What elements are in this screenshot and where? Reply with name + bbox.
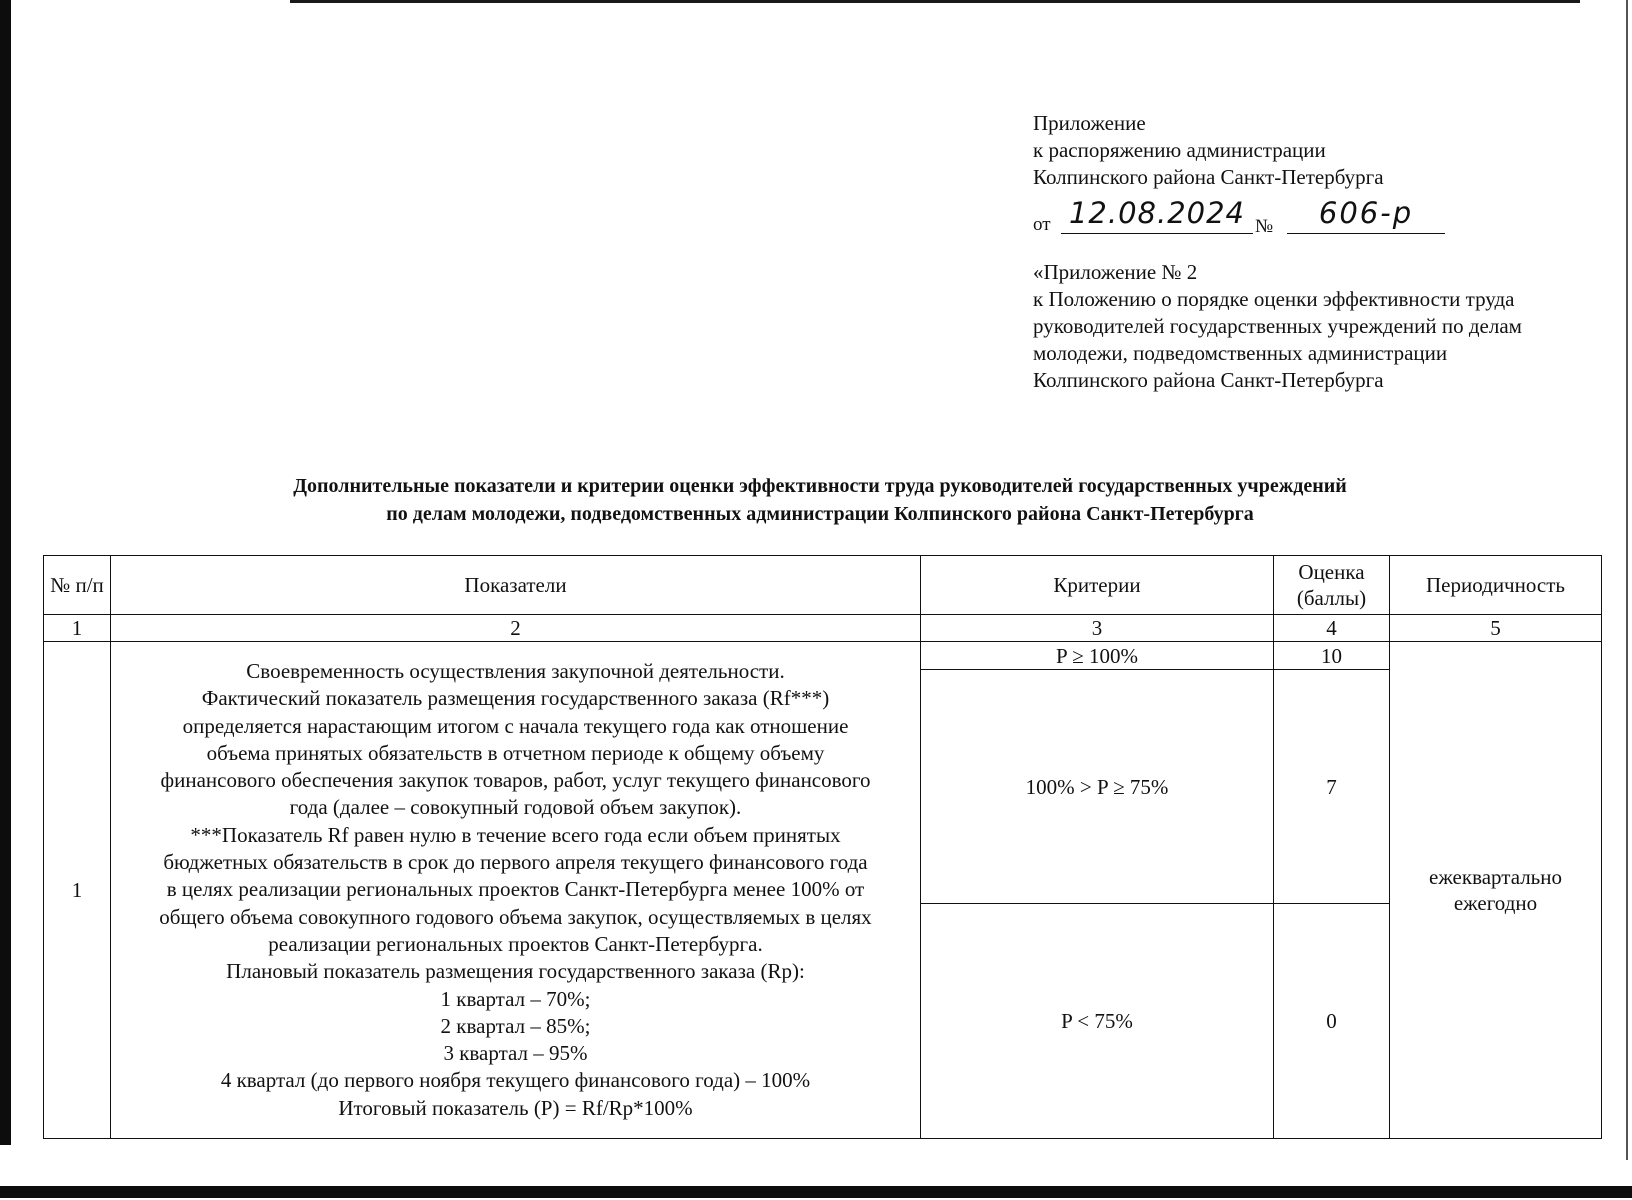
criterion: P ≥ 100% [921, 642, 1274, 670]
order-date-number [1033, 193, 1593, 241]
scan-edge-left [0, 0, 11, 1145]
column-number-row [44, 615, 1602, 642]
indicator-line: Фактический показатель размещения государственного заказа (Rf***) [201, 686, 830, 711]
indicator-line: Своевременность осуществления закупочной деятельности. [246, 658, 785, 683]
indicator-line: года (далее – совокупный годовой объем закупок). [289, 795, 742, 820]
column-number: 2 [111, 615, 921, 642]
appendix2-line: молодежи, подведомственных администрации [1033, 341, 1448, 365]
column-number: 3 [921, 615, 1274, 642]
indicator-line: бюджетных обязательств в срок до первого апреля текущего финансового года [163, 850, 868, 875]
appendix-line: Приложение [1033, 111, 1146, 135]
appendix-line: к распоряжению администрации [1033, 138, 1326, 162]
indicator-line: ***Показатель Rf равен нулю в течение всего года если объем принятых [190, 822, 841, 847]
criterion: P < 75% [921, 904, 1274, 1139]
indicator-line: 2 квартал – 85%; [440, 1013, 591, 1038]
indicator-line: Итоговый показатель (P) = Rf/Rp*100% [338, 1095, 693, 1120]
header-criteria: Критерии [921, 556, 1274, 615]
column-number: 5 [1390, 615, 1602, 642]
periodicity-cell [1390, 642, 1602, 1139]
indicator-line: Плановый показатель размещения государственного заказа (Rp): [226, 959, 805, 984]
indicator-line: общего объема совокупного годового объема закупок, осуществляемых в целях [159, 904, 872, 929]
header-periodicity: Периодичность [1390, 556, 1602, 615]
date-prefix: от [1033, 214, 1051, 235]
appendix2-line: Колпинского района Санкт-Петербурга [1033, 368, 1384, 392]
column-number: 4 [1274, 615, 1390, 642]
indicator-line: определяется нарастающим итогом с начала текущего года как отношение [182, 713, 849, 738]
indicator-line: в целях реализации региональных проектов Санкт-Петербурга менее 100% от [166, 877, 865, 902]
table-header-row [44, 556, 1602, 615]
indicator-line: 3 квартал – 95% [443, 1041, 588, 1066]
criterion-score: 0 [1274, 904, 1390, 1139]
header-indicators: Показатели [111, 556, 921, 615]
handwritten-date: 12.08.2024 [1061, 193, 1253, 234]
periodicity-line: ежегодно [1453, 891, 1538, 915]
header-num: № п/п [44, 556, 111, 615]
appendix2-line: «Приложение № 2 [1033, 260, 1198, 284]
appendix2-header [1033, 259, 1593, 394]
criteria-table [43, 555, 1602, 1139]
table-row [44, 642, 1602, 670]
indicator-line: 4 квартал (до первого ноября текущего финансового года) – 100% [220, 1068, 811, 1093]
appendix-header [1033, 110, 1593, 394]
indicator-line: финансового обеспечения закупок товаров, работ, услуг текущего финансового [160, 768, 871, 793]
appendix-line: Колпинского района Санкт-Петербурга [1033, 165, 1384, 189]
column-number: 1 [44, 615, 111, 642]
indicator-line: реализации региональных проектов Санкт-Петербурга. [268, 931, 763, 956]
scan-edge-right [1626, 0, 1628, 1160]
indicator-line: 1 квартал – 70%; [440, 986, 591, 1011]
appendix2-line: руководителей государственных учреждений по делам [1033, 314, 1522, 338]
criterion-score: 7 [1274, 670, 1390, 904]
header-score: Оценка (баллы) [1274, 556, 1390, 615]
document-title [130, 472, 1510, 528]
criterion-score: 10 [1274, 642, 1390, 670]
indicator-line: объема принятых обязательств в отчетном периоде к общему объему [206, 740, 825, 765]
indicator-cell [111, 642, 921, 1139]
periodicity-line: ежеквартально [1429, 865, 1562, 889]
criterion: 100% > P ≥ 75% [921, 670, 1274, 904]
appendix2-line: к Положению о порядке оценки эффективности труда [1033, 287, 1515, 311]
scan-edge-bottom [0, 1186, 1632, 1198]
row-number: 1 [44, 642, 111, 1139]
title-line: по делам молодежи, подведомственных администрации Колпинского района Санкт-Петербурга [386, 503, 1254, 525]
title-line: Дополнительные показатели и критерии оценки эффективности труда руководителей государственных учреждений [293, 475, 1347, 497]
number-prefix: № [1255, 216, 1274, 237]
handwritten-number: 606-р [1287, 193, 1445, 234]
scan-edge-top [290, 0, 1580, 3]
